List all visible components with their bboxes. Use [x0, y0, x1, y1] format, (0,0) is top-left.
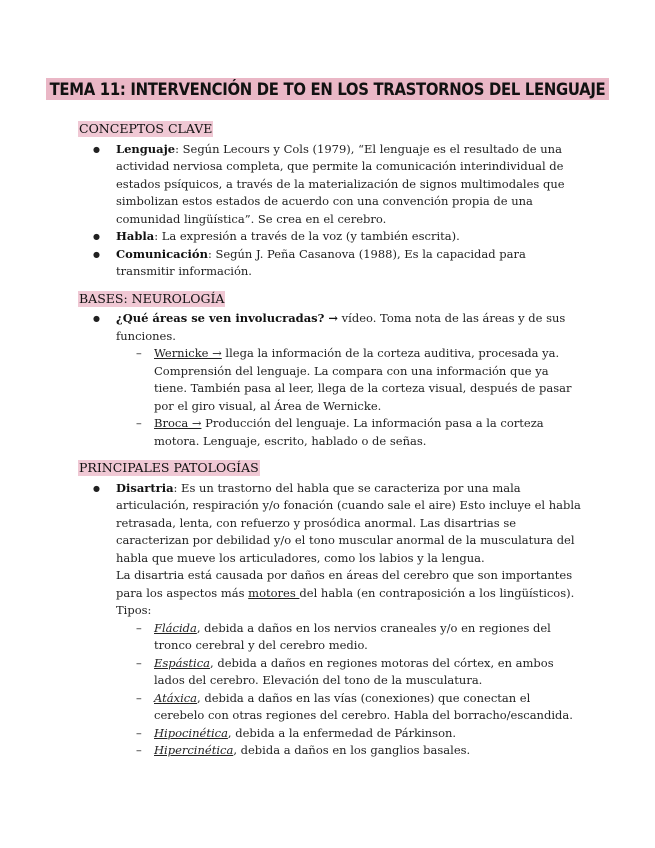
sublist-item [154, 690, 583, 725]
section-heading-conceptos: CONCEPTOS CLAVE [79, 121, 213, 136]
list-item [116, 246, 583, 281]
list-item [116, 141, 583, 229]
sublist-item [154, 620, 583, 655]
list-item [116, 310, 583, 450]
term-espastica: Espástica [154, 655, 211, 670]
term-hipocinetica: Hipocinética [154, 725, 228, 740]
areas-sublist [116, 345, 583, 450]
item-text: llega la información de la corteza auditiva, procesada ya. Comprensión del lenguaje. La compara con una información que ya tiene. También pasa al leer, llega de la corteza visual, después de pasar por el giro visual, al Área de Wernicke. [154, 346, 572, 413]
item-text: vídeo. Toma nota de las áreas y de sus funciones. [116, 311, 566, 343]
bases-list [78, 310, 583, 450]
list-item [116, 228, 583, 246]
term-flacida: Flácida [154, 620, 197, 635]
term-habla: Habla [116, 229, 155, 243]
item-text: : La expresión a través de la voz (y también escrita). [154, 229, 460, 243]
page-title: TEMA 11: INTERVENCIÓN DE TO EN LOS TRASTORNOS DEL LENGUAJE [46, 78, 610, 100]
item-text: , debida a daños en las vías (conexiones) que conectan el cerebelo con otras regiones del cerebro. Habla del borracho/escandida. [154, 690, 573, 722]
term-disartria: Disartria [116, 480, 174, 495]
document-body [78, 121, 583, 760]
section-heading-patologias: PRINCIPALES PATOLOGÍAS [79, 460, 259, 475]
question-term: ¿Qué áreas se ven involucradas? → [116, 311, 339, 325]
item-text: , debida a daños en regiones motoras del córtex, en ambos lados del cerebro. Elevación del tono de la musculatura. [154, 655, 554, 687]
title-container [0, 78, 655, 100]
item-text: , debida a daños en los ganglios basales. [233, 743, 471, 757]
item-text: , debida a la enfermedad de Párkinson. [227, 725, 457, 740]
item-text: Producción del lenguaje. La información pasa a la corteza motora. Lenguaje, escrito, hablado o de señas. [154, 416, 544, 448]
term-lenguaje: Lenguaje [116, 141, 176, 156]
item-text: La disartria está causada por daños en áreas del cerebro que son importantes para los aspectos más [116, 568, 573, 600]
term-wernicke: Wernicke → [154, 346, 222, 360]
sublist-item [154, 725, 583, 743]
list-item [116, 480, 583, 760]
term-comunicacion: Comunicación [116, 246, 208, 261]
conceptos-list [78, 141, 583, 281]
tipos-label: Tipos: [116, 603, 152, 617]
sublist-item [154, 655, 583, 690]
patologias-list [78, 480, 583, 760]
item-text: : Según Lecours y Cols (1979), “El lenguaje es el resultado de una actividad nerviosa completa, que permite la comunicación interindividual de estados psíquicos, a través de la materialización de signos multimodales que simbolizan estos estados de acuerdo con una convención propia de una comunidad lingüística”. Se crea en el cerebro. [116, 141, 565, 226]
term-hipercinetica: Hipercinética [154, 743, 234, 757]
section-heading-bases: BASES: NEUROLOGÍA [79, 290, 225, 306]
item-text: : Según J. Peña Casanova (1988), Es la capacidad para transmitir información. [116, 246, 526, 278]
term-motores: motores [248, 585, 300, 600]
sublist-item [154, 415, 583, 450]
sublist-item [154, 742, 583, 760]
term-broca: Broca → [154, 416, 202, 430]
term-ataxica: Atáxica [154, 690, 198, 705]
item-text: , debida a daños en los nervios craneales y/o en regiones del tronco cerebral y del cerebro medio. [154, 620, 551, 652]
item-text: del habla (en contraposición a los lingüísticos). [299, 585, 575, 600]
item-text: : Es un trastorno del habla que se caracteriza por una mala articulación, respiración y/o fonación (cuando sale el aire) Esto incluye el habla retrasada, lenta, con refuerzo y prosódica anormal. Las disartrias se caracterizan por debilidad y/o el tono muscular anormal de la musculatura del habla que mueve los articuladores, como los labios y la lengua. [116, 480, 581, 565]
sublist-item [154, 345, 583, 415]
tipos-sublist [116, 620, 583, 760]
